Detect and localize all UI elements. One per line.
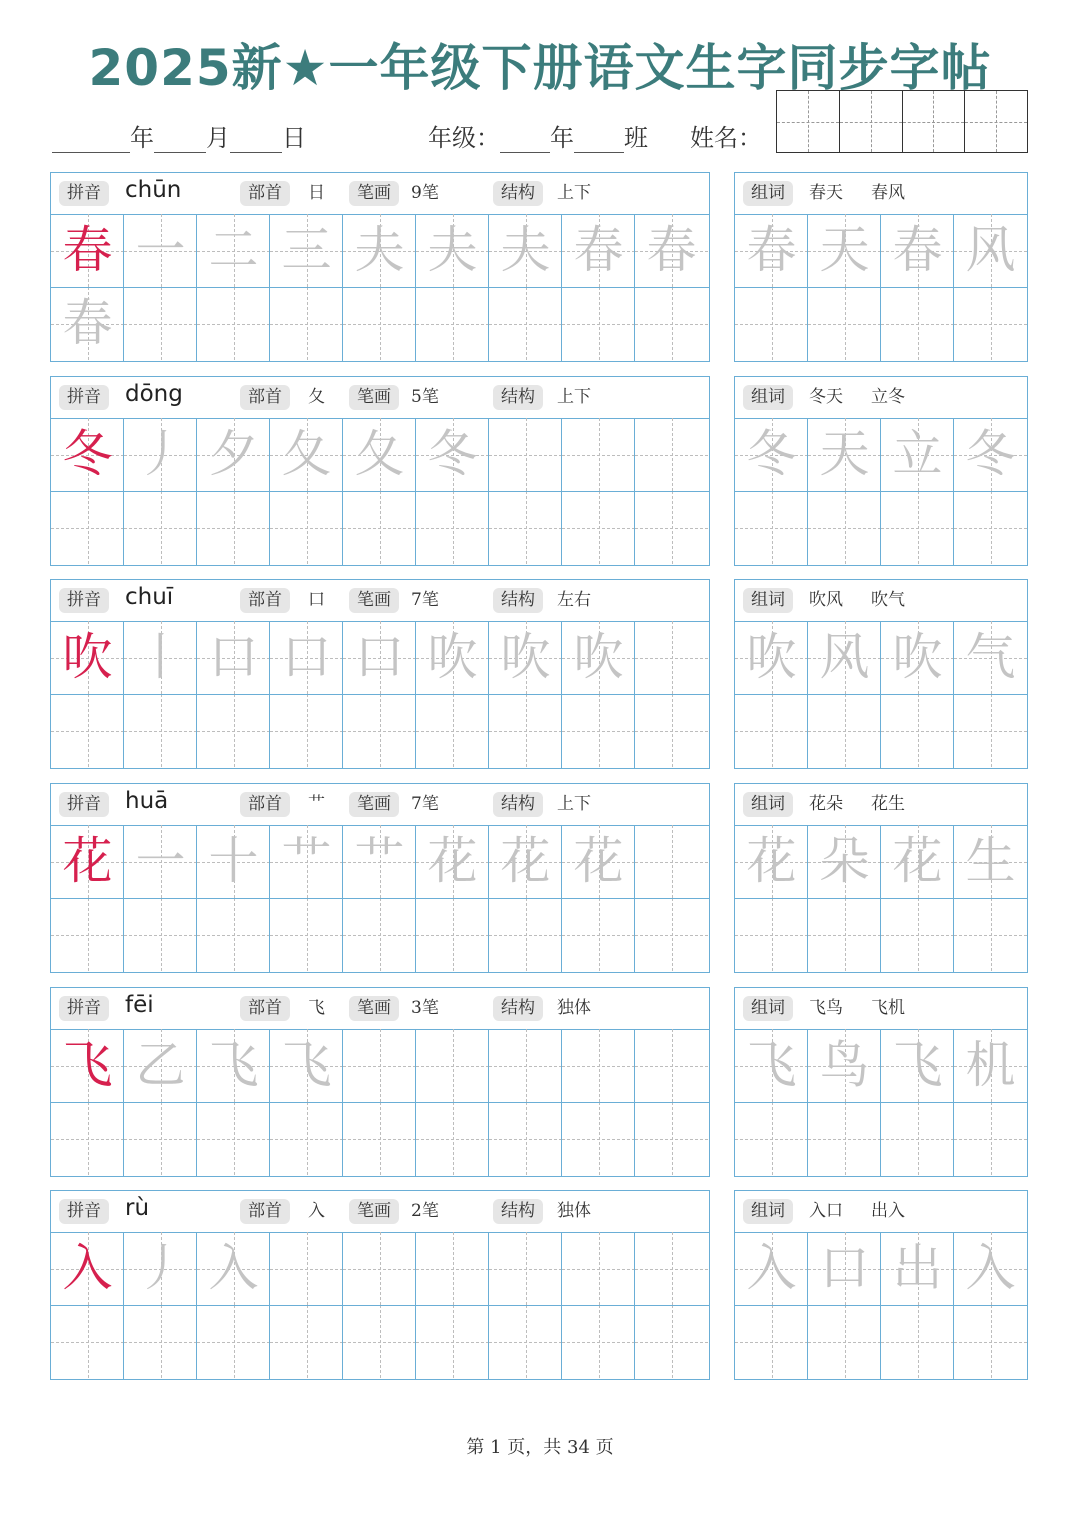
- grid-cell[interactable]: [124, 287, 197, 360]
- grid-cell[interactable]: [416, 491, 489, 564]
- grid-cell[interactable]: [881, 1102, 954, 1175]
- grid-line: [51, 1102, 709, 1103]
- word-character: 吹: [746, 628, 797, 686]
- word-1: 花朵: [809, 794, 843, 814]
- grade-class-label: 班: [624, 124, 648, 152]
- grid-cell[interactable]: [562, 898, 635, 971]
- grade-class-blank[interactable]: [574, 128, 624, 153]
- grid-cell[interactable]: [808, 287, 881, 360]
- stroke-step: 夂: [354, 425, 405, 483]
- grid-cell[interactable]: [635, 287, 708, 360]
- structure-value: 上下: [557, 794, 591, 814]
- words-tag: 组词: [743, 385, 793, 410]
- word-character: 冬: [965, 425, 1016, 483]
- grid-cell[interactable]: [270, 287, 343, 360]
- grid-line: [735, 287, 1027, 288]
- stroke-step: 二: [208, 221, 259, 279]
- stroke-step: 乙: [135, 1036, 186, 1094]
- page-footer: 第 1 页，共 34 页: [466, 1437, 614, 1458]
- info-header: [51, 173, 709, 215]
- grid-line: [735, 898, 1027, 899]
- words-tag: 组词: [743, 792, 793, 817]
- word-header: [735, 580, 1027, 622]
- stroke-step: 艹: [281, 832, 332, 890]
- grid-cell[interactable]: [562, 287, 635, 360]
- radical-value: 夂: [308, 387, 325, 407]
- name-box[interactable]: [903, 91, 966, 152]
- radical-value: 口: [308, 590, 325, 610]
- grid-cell[interactable]: [124, 1102, 197, 1175]
- grid-cell[interactable]: [562, 1029, 635, 1102]
- grid-cell[interactable]: [489, 1232, 562, 1305]
- word-header: [735, 377, 1027, 419]
- word-2: 吹气: [871, 590, 905, 610]
- stroke-step: 吹: [427, 628, 478, 686]
- grid-cell[interactable]: [635, 1102, 708, 1175]
- structure-value: 独体: [557, 1201, 591, 1221]
- pinyin-value: huā: [125, 788, 169, 814]
- word-character: 春: [892, 221, 943, 279]
- pinyin-tag: 拼音: [59, 1199, 109, 1224]
- name-box[interactable]: [965, 91, 1027, 152]
- grid-cell[interactable]: [489, 694, 562, 767]
- grid-cell[interactable]: [489, 1102, 562, 1175]
- stroke-step: 三: [281, 221, 332, 279]
- radical-tag: 部首: [240, 996, 290, 1021]
- pinyin-value: rù: [125, 1195, 150, 1221]
- grid-cell[interactable]: [881, 1305, 954, 1378]
- practice-grid: [50, 376, 710, 566]
- stroke-step: 夫: [427, 221, 478, 279]
- day-label: 日: [282, 124, 306, 152]
- radical-tag: 部首: [240, 588, 290, 613]
- grid-cell[interactable]: [270, 898, 343, 971]
- character-block: [50, 783, 1028, 973]
- grid-cell[interactable]: [270, 1232, 343, 1305]
- radical-tag: 部首: [240, 1199, 290, 1224]
- main-character: 春: [62, 221, 113, 279]
- grid-cell[interactable]: [635, 1029, 708, 1102]
- grid-cell[interactable]: [954, 491, 1027, 564]
- grid-cell[interactable]: [954, 1102, 1027, 1175]
- grade-year-blank[interactable]: [500, 128, 550, 153]
- month-blank[interactable]: [154, 128, 206, 153]
- grid-cell[interactable]: [343, 1029, 416, 1102]
- grid-cell[interactable]: [562, 491, 635, 564]
- word-2: 出入: [871, 1201, 905, 1221]
- grid-cell[interactable]: [735, 694, 808, 767]
- grid-cell[interactable]: [51, 1102, 124, 1175]
- strokes-value: 3笔: [411, 998, 439, 1018]
- stroke-step: 丿: [135, 425, 186, 483]
- grid-cell[interactable]: [343, 1102, 416, 1175]
- grid-cell[interactable]: [197, 694, 270, 767]
- stroke-step: 一: [135, 832, 186, 890]
- grid-cell[interactable]: [735, 898, 808, 971]
- grid-line: [51, 694, 709, 695]
- grid-cell[interactable]: [343, 287, 416, 360]
- word-character: 天: [819, 221, 870, 279]
- structure-tag: 结构: [493, 1199, 543, 1224]
- word-character: 气: [965, 628, 1016, 686]
- grid-cell[interactable]: [954, 287, 1027, 360]
- stroke-step: 丨: [135, 628, 186, 686]
- practice-grid: [50, 172, 710, 362]
- practice-grid: [50, 579, 710, 769]
- strokes-value: 2笔: [411, 1201, 439, 1221]
- grid-cell[interactable]: [808, 1305, 881, 1378]
- word-character: 机: [965, 1036, 1016, 1094]
- word-grid: [734, 172, 1028, 362]
- word-header: [735, 784, 1027, 826]
- grid-line: [51, 898, 709, 899]
- grid-line: [735, 1102, 1027, 1103]
- grid-line: [735, 491, 1027, 492]
- grid-line: [735, 1305, 1027, 1306]
- word-2: 飞机: [871, 998, 905, 1018]
- character-block: [50, 376, 1028, 566]
- stroke-step: 口: [208, 628, 259, 686]
- word-character: 立: [892, 425, 943, 483]
- grid-cell[interactable]: [881, 898, 954, 971]
- stroke-step: 花: [573, 832, 624, 890]
- stroke-step: 十: [208, 832, 259, 890]
- grid-cell[interactable]: [489, 287, 562, 360]
- character-block: [50, 579, 1028, 769]
- word-character: 口: [819, 1239, 870, 1297]
- word-grid: [734, 579, 1028, 769]
- word-1: 入口: [809, 1201, 843, 1221]
- main-character: 花: [62, 832, 113, 890]
- name-boxes[interactable]: [776, 90, 1028, 153]
- strokes-value: 7笔: [411, 590, 439, 610]
- stroke-step: 丿: [135, 1239, 186, 1297]
- grid-cell[interactable]: [808, 491, 881, 564]
- name-box[interactable]: [777, 91, 840, 152]
- radical-tag: 部首: [240, 181, 290, 206]
- grid-cell[interactable]: [954, 694, 1027, 767]
- grid-cell[interactable]: [270, 694, 343, 767]
- grid-cell[interactable]: [270, 1305, 343, 1378]
- grid-cell[interactable]: [416, 1029, 489, 1102]
- strokes-tag: 笔画: [349, 996, 399, 1021]
- grid-cell[interactable]: [562, 1305, 635, 1378]
- grade-line: [428, 118, 648, 153]
- main-character: 飞: [62, 1036, 113, 1094]
- grid-line: [51, 491, 709, 492]
- word-character: 入: [746, 1239, 797, 1297]
- info-header: [51, 1191, 709, 1233]
- grid-cell[interactable]: [635, 621, 708, 694]
- grid-cell[interactable]: [343, 491, 416, 564]
- word-grid: [734, 1190, 1028, 1380]
- main-character: 入: [62, 1239, 113, 1297]
- practice-grid: [50, 783, 710, 973]
- grid-cell[interactable]: [635, 1305, 708, 1378]
- structure-value: 上下: [557, 183, 591, 203]
- date-line: [52, 118, 306, 153]
- grid-cell[interactable]: [562, 694, 635, 767]
- grid-cell[interactable]: [124, 898, 197, 971]
- stroke-step: 春: [646, 221, 697, 279]
- strokes-tag: 笔画: [349, 792, 399, 817]
- stroke-step: 春: [573, 221, 624, 279]
- words-tag: 组词: [743, 996, 793, 1021]
- structure-value: 左右: [557, 590, 591, 610]
- grid-cell[interactable]: [343, 1232, 416, 1305]
- structure-value: 独体: [557, 998, 591, 1018]
- grid-cell[interactable]: [416, 1232, 489, 1305]
- grid-cell[interactable]: [270, 1102, 343, 1175]
- strokes-value: 9笔: [411, 183, 439, 203]
- word-character: 春: [746, 221, 797, 279]
- radical-tag: 部首: [240, 792, 290, 817]
- practice-grid: [50, 1190, 710, 1380]
- word-character: 鸟: [819, 1036, 870, 1094]
- grid-cell[interactable]: [197, 287, 270, 360]
- word-2: 立冬: [871, 387, 905, 407]
- grid-cell[interactable]: [124, 491, 197, 564]
- grid-cell[interactable]: [635, 825, 708, 898]
- grid-cell[interactable]: [416, 898, 489, 971]
- info-header: [51, 580, 709, 622]
- grid-cell[interactable]: [416, 694, 489, 767]
- grid-cell[interactable]: [489, 898, 562, 971]
- word-character: 冬: [746, 425, 797, 483]
- word-character: 飞: [892, 1036, 943, 1094]
- radical-value: 艹: [308, 794, 325, 814]
- grid-cell[interactable]: [954, 1305, 1027, 1378]
- stroke-step: 艹: [354, 832, 405, 890]
- grid-cell[interactable]: [343, 898, 416, 971]
- strokes-tag: 笔画: [349, 588, 399, 613]
- pinyin-value: chūn: [125, 177, 182, 203]
- grid-cell[interactable]: [51, 491, 124, 564]
- grid-cell[interactable]: [808, 694, 881, 767]
- stroke-step: 口: [354, 628, 405, 686]
- info-header: [51, 988, 709, 1030]
- structure-tag: 结构: [493, 588, 543, 613]
- grid-cell[interactable]: [124, 694, 197, 767]
- grid-cell[interactable]: [416, 1305, 489, 1378]
- word-grid: [734, 376, 1028, 566]
- grid-cell[interactable]: [270, 491, 343, 564]
- words-tag: 组词: [743, 588, 793, 613]
- word-header: [735, 173, 1027, 215]
- word-character: 风: [819, 628, 870, 686]
- word-character: 花: [892, 832, 943, 890]
- grid-cell[interactable]: [735, 287, 808, 360]
- name-label: 姓名：: [690, 124, 762, 152]
- grid-cell[interactable]: [343, 694, 416, 767]
- radical-value: 日: [308, 183, 325, 203]
- grid-cell[interactable]: [562, 1232, 635, 1305]
- grid-cell[interactable]: [635, 898, 708, 971]
- pinyin-tag: 拼音: [59, 792, 109, 817]
- word-character: 出: [892, 1239, 943, 1297]
- grid-cell[interactable]: [635, 694, 708, 767]
- grid-line: [51, 1305, 709, 1306]
- year-blank[interactable]: [52, 128, 130, 153]
- stroke-step: 冬: [427, 425, 478, 483]
- stroke-step: 夕: [208, 425, 259, 483]
- grid-cell[interactable]: [124, 1305, 197, 1378]
- strokes-value: 7笔: [411, 794, 439, 814]
- grid-cell[interactable]: [881, 491, 954, 564]
- character-block: [50, 1190, 1028, 1380]
- grade-label: 年级：: [428, 124, 500, 152]
- stroke-step: 夂: [281, 425, 332, 483]
- grid-cell[interactable]: [489, 1029, 562, 1102]
- grid-cell[interactable]: [197, 491, 270, 564]
- grid-cell[interactable]: [881, 694, 954, 767]
- word-2: 春风: [871, 183, 905, 203]
- word-character: 飞: [746, 1036, 797, 1094]
- structure-tag: 结构: [493, 792, 543, 817]
- page-title: 2025新★一年级下册语文生字同步字帖: [88, 39, 992, 97]
- grade-year-label: 年: [550, 124, 574, 152]
- stroke-step: 飞: [208, 1036, 259, 1094]
- word-header: [735, 988, 1027, 1030]
- word-character: 风: [965, 221, 1016, 279]
- pinyin-value: chuī: [125, 584, 174, 610]
- strokes-value: 5笔: [411, 387, 439, 407]
- grid-cell[interactable]: [197, 1305, 270, 1378]
- grid-cell[interactable]: [881, 287, 954, 360]
- word-1: 飞鸟: [809, 998, 843, 1018]
- stroke-step: 一: [135, 221, 186, 279]
- word-character: 入: [965, 1239, 1016, 1297]
- radical-tag: 部首: [240, 385, 290, 410]
- words-tag: 组词: [743, 1199, 793, 1224]
- grid-line: [51, 287, 709, 288]
- grid-cell[interactable]: [51, 1305, 124, 1378]
- stroke-step: 春: [62, 294, 113, 352]
- grid-cell[interactable]: [416, 287, 489, 360]
- grid-cell[interactable]: [197, 1102, 270, 1175]
- pinyin-tag: 拼音: [59, 181, 109, 206]
- grid-cell[interactable]: [735, 491, 808, 564]
- word-grid: [734, 783, 1028, 973]
- grid-cell[interactable]: [489, 418, 562, 491]
- word-header: [735, 1191, 1027, 1233]
- words-tag: 组词: [743, 181, 793, 206]
- word-2: 花生: [871, 794, 905, 814]
- stroke-step: 夫: [354, 221, 405, 279]
- pinyin-tag: 拼音: [59, 385, 109, 410]
- stroke-step: 花: [500, 832, 551, 890]
- practice-grid: [50, 987, 710, 1177]
- word-character: 天: [819, 425, 870, 483]
- day-blank[interactable]: [230, 128, 282, 153]
- grid-cell[interactable]: [343, 1305, 416, 1378]
- character-block: [50, 987, 1028, 1177]
- radical-value: 入: [308, 1201, 325, 1221]
- grid-cell[interactable]: [197, 898, 270, 971]
- grid-cell[interactable]: [416, 1102, 489, 1175]
- stroke-step: 吹: [573, 628, 624, 686]
- word-character: 花: [746, 832, 797, 890]
- main-character: 冬: [62, 425, 113, 483]
- stroke-step: 花: [427, 832, 478, 890]
- stroke-step: 飞: [281, 1036, 332, 1094]
- grid-cell[interactable]: [735, 1305, 808, 1378]
- grid-cell[interactable]: [51, 694, 124, 767]
- strokes-tag: 笔画: [349, 181, 399, 206]
- word-1: 春天: [809, 183, 843, 203]
- character-block: [50, 172, 1028, 362]
- name-box[interactable]: [840, 91, 903, 152]
- grid-cell[interactable]: [635, 418, 708, 491]
- grid-cell[interactable]: [635, 491, 708, 564]
- month-label: 月: [206, 124, 230, 152]
- stroke-step: 吹: [500, 628, 551, 686]
- grid-cell[interactable]: [562, 1102, 635, 1175]
- word-character: 生: [965, 832, 1016, 890]
- grid-cell[interactable]: [51, 898, 124, 971]
- grid-cell[interactable]: [808, 1102, 881, 1175]
- word-character: 朵: [819, 832, 870, 890]
- stroke-step: 入: [208, 1239, 259, 1297]
- word-1: 冬天: [809, 387, 843, 407]
- structure-tag: 结构: [493, 385, 543, 410]
- grid-cell[interactable]: [735, 1102, 808, 1175]
- strokes-tag: 笔画: [349, 385, 399, 410]
- pinyin-tag: 拼音: [59, 996, 109, 1021]
- info-header: [51, 377, 709, 419]
- stroke-step: 口: [281, 628, 332, 686]
- structure-tag: 结构: [493, 996, 543, 1021]
- grid-cell[interactable]: [954, 898, 1027, 971]
- grid-cell[interactable]: [489, 491, 562, 564]
- grid-cell[interactable]: [808, 898, 881, 971]
- main-character: 吹: [62, 628, 113, 686]
- word-grid: [734, 987, 1028, 1177]
- grid-cell[interactable]: [562, 418, 635, 491]
- structure-value: 上下: [557, 387, 591, 407]
- pinyin-value: fēi: [125, 992, 154, 1018]
- structure-tag: 结构: [493, 181, 543, 206]
- pinyin-tag: 拼音: [59, 588, 109, 613]
- year-label: 年: [130, 124, 154, 152]
- radical-value: 飞: [308, 998, 325, 1018]
- info-header: [51, 784, 709, 826]
- word-character: 吹: [892, 628, 943, 686]
- grid-line: [735, 694, 1027, 695]
- pinyin-value: dōng: [125, 381, 183, 407]
- word-1: 吹风: [809, 590, 843, 610]
- stroke-step: 夫: [500, 221, 551, 279]
- grid-cell[interactable]: [489, 1305, 562, 1378]
- grid-cell[interactable]: [635, 1232, 708, 1305]
- strokes-tag: 笔画: [349, 1199, 399, 1224]
